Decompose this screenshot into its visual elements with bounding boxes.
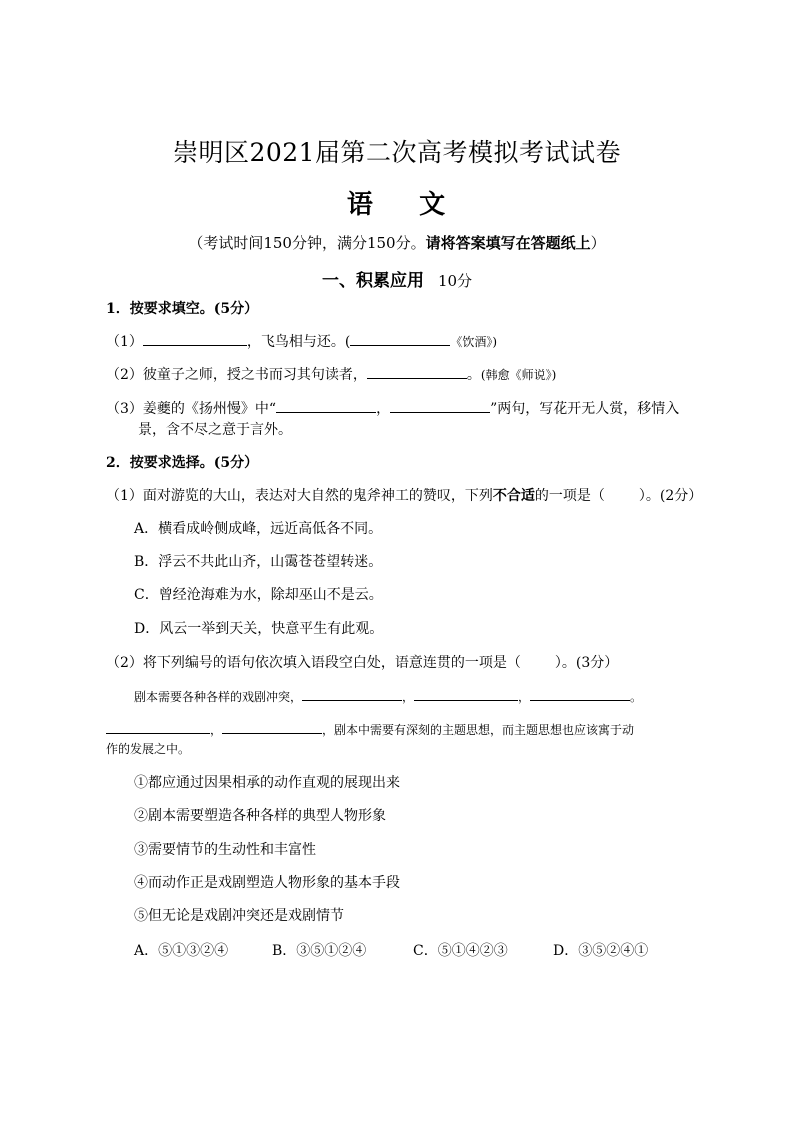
q1-item2-text: （2）彼童子之师，授之书而习其句读者， [106, 367, 367, 383]
q2-sub1-emphasis: 不合适 [492, 488, 535, 504]
q1-item1 [106, 331, 497, 351]
section-heading [0, 266, 794, 291]
section-title: 一、积累应用 [321, 271, 424, 291]
passage-sep: ， [210, 723, 223, 737]
answer-blank[interactable] [390, 398, 490, 413]
option-b: B．浮云不共此山齐，山霭苍苍望转迷。 [134, 554, 383, 570]
passage-end: 。 [630, 690, 643, 704]
passage-sep: ， [518, 690, 531, 704]
q1-item3-cont: 景，含不尽之意于言外。 [138, 422, 292, 438]
answer-blank[interactable] [367, 364, 467, 379]
answer-blank[interactable] [143, 331, 247, 346]
passage-sep: ， [402, 690, 415, 704]
q1-item2 [106, 364, 556, 384]
q1-heading: 1．按要求填空。(5分） [106, 301, 259, 317]
q2-heading: 2．按要求选择。(5分） [106, 455, 259, 471]
sentence-4: ④而动作正是戏剧塑造人物形象的基本手段 [134, 875, 400, 891]
subject-title: 语 文 [346, 190, 448, 220]
exam-note-emphasis: 请将答案填写在答题纸上 [425, 234, 591, 252]
q1-item1-num: （1） [106, 334, 143, 350]
q2-sub2-points: ）。(3分） [554, 655, 619, 671]
sentence-2: ②剧本需要塑造各种各样的典型人物形象 [134, 808, 386, 824]
q1-item2-end: 。 [466, 367, 481, 383]
q1-item3 [106, 398, 679, 418]
answer-option-b: B．③⑤①②④ [272, 943, 367, 959]
passage-line-1 [134, 686, 642, 705]
passage-text: ，剧本中需要有深刻的主题思想，而主题思想也应该寓于动 [322, 723, 635, 737]
answer-blank[interactable] [350, 331, 450, 346]
answer-option-c: C．⑤①④②③ [413, 943, 508, 959]
passage-line-3: 作的发展之中。 [106, 742, 191, 756]
exam-note-text: （考试时间150分钟，满分150分。 [188, 234, 426, 252]
answer-option-a: A．⑤①③②④ [134, 943, 229, 959]
q1-item3-text-b: ， [376, 401, 391, 417]
q2-sub1-points: ）。(2分） [638, 488, 703, 504]
q1-item3-text-a: （3）姜夔的《扬州慢》中“ [106, 401, 277, 417]
exam-note [0, 232, 794, 253]
option-c: C．曾经沧海难为水，除却巫山不是云。 [134, 587, 383, 603]
q1-item1-source: 《饮酒》) [450, 335, 498, 349]
q2-sub1 [106, 485, 702, 505]
sentence-3: ③需要情节的生动性和丰富性 [134, 842, 316, 858]
q2-sub2-text: （2）将下列编号的语句依次填入语段空白处，语意连贯的一项是（ [106, 655, 521, 671]
q1-item3-text-c: ”两句，写花开无人赏，移情入 [490, 401, 680, 417]
option-a: A．横看成岭侧成峰，远近高低各不同。 [134, 521, 383, 537]
passage-text: 剧本需要各种各样的戏剧冲突， [134, 690, 303, 704]
answer-blank[interactable] [276, 398, 376, 413]
sentence-1: ①都应通过因果相承的动作直观的展现出来 [134, 775, 400, 791]
q2-sub1-text: （1）面对游览的大山，表达对大自然的鬼斧神工的赞叹，下列 [106, 488, 493, 504]
answer-blank[interactable] [222, 719, 322, 734]
answer-blank[interactable] [302, 686, 402, 701]
section-points: 10分 [437, 272, 473, 290]
answer-blank[interactable] [530, 686, 630, 701]
passage-line-2 [106, 719, 634, 738]
page-title: 崇明区2021届第二次高考模拟考试试卷 [172, 138, 622, 167]
q2-sub2 [106, 652, 618, 672]
q1-item1-text: ，飞鸟相与还。( [246, 334, 351, 350]
q1-item2-source: (韩愈《师说》) [480, 368, 557, 382]
answer-blank[interactable] [414, 686, 518, 701]
q2-sub1-text2: 的一项是（ [534, 488, 605, 504]
option-d: D．风云一举到天关，快意平生有此观。 [134, 621, 384, 637]
answer-option-d: D．③⑤②④① [553, 943, 649, 959]
sentence-5: ⑤但无论是戏剧冲突还是戏剧情节 [134, 908, 344, 924]
answer-blank[interactable] [106, 719, 210, 734]
exam-note-close: ） [590, 234, 606, 252]
